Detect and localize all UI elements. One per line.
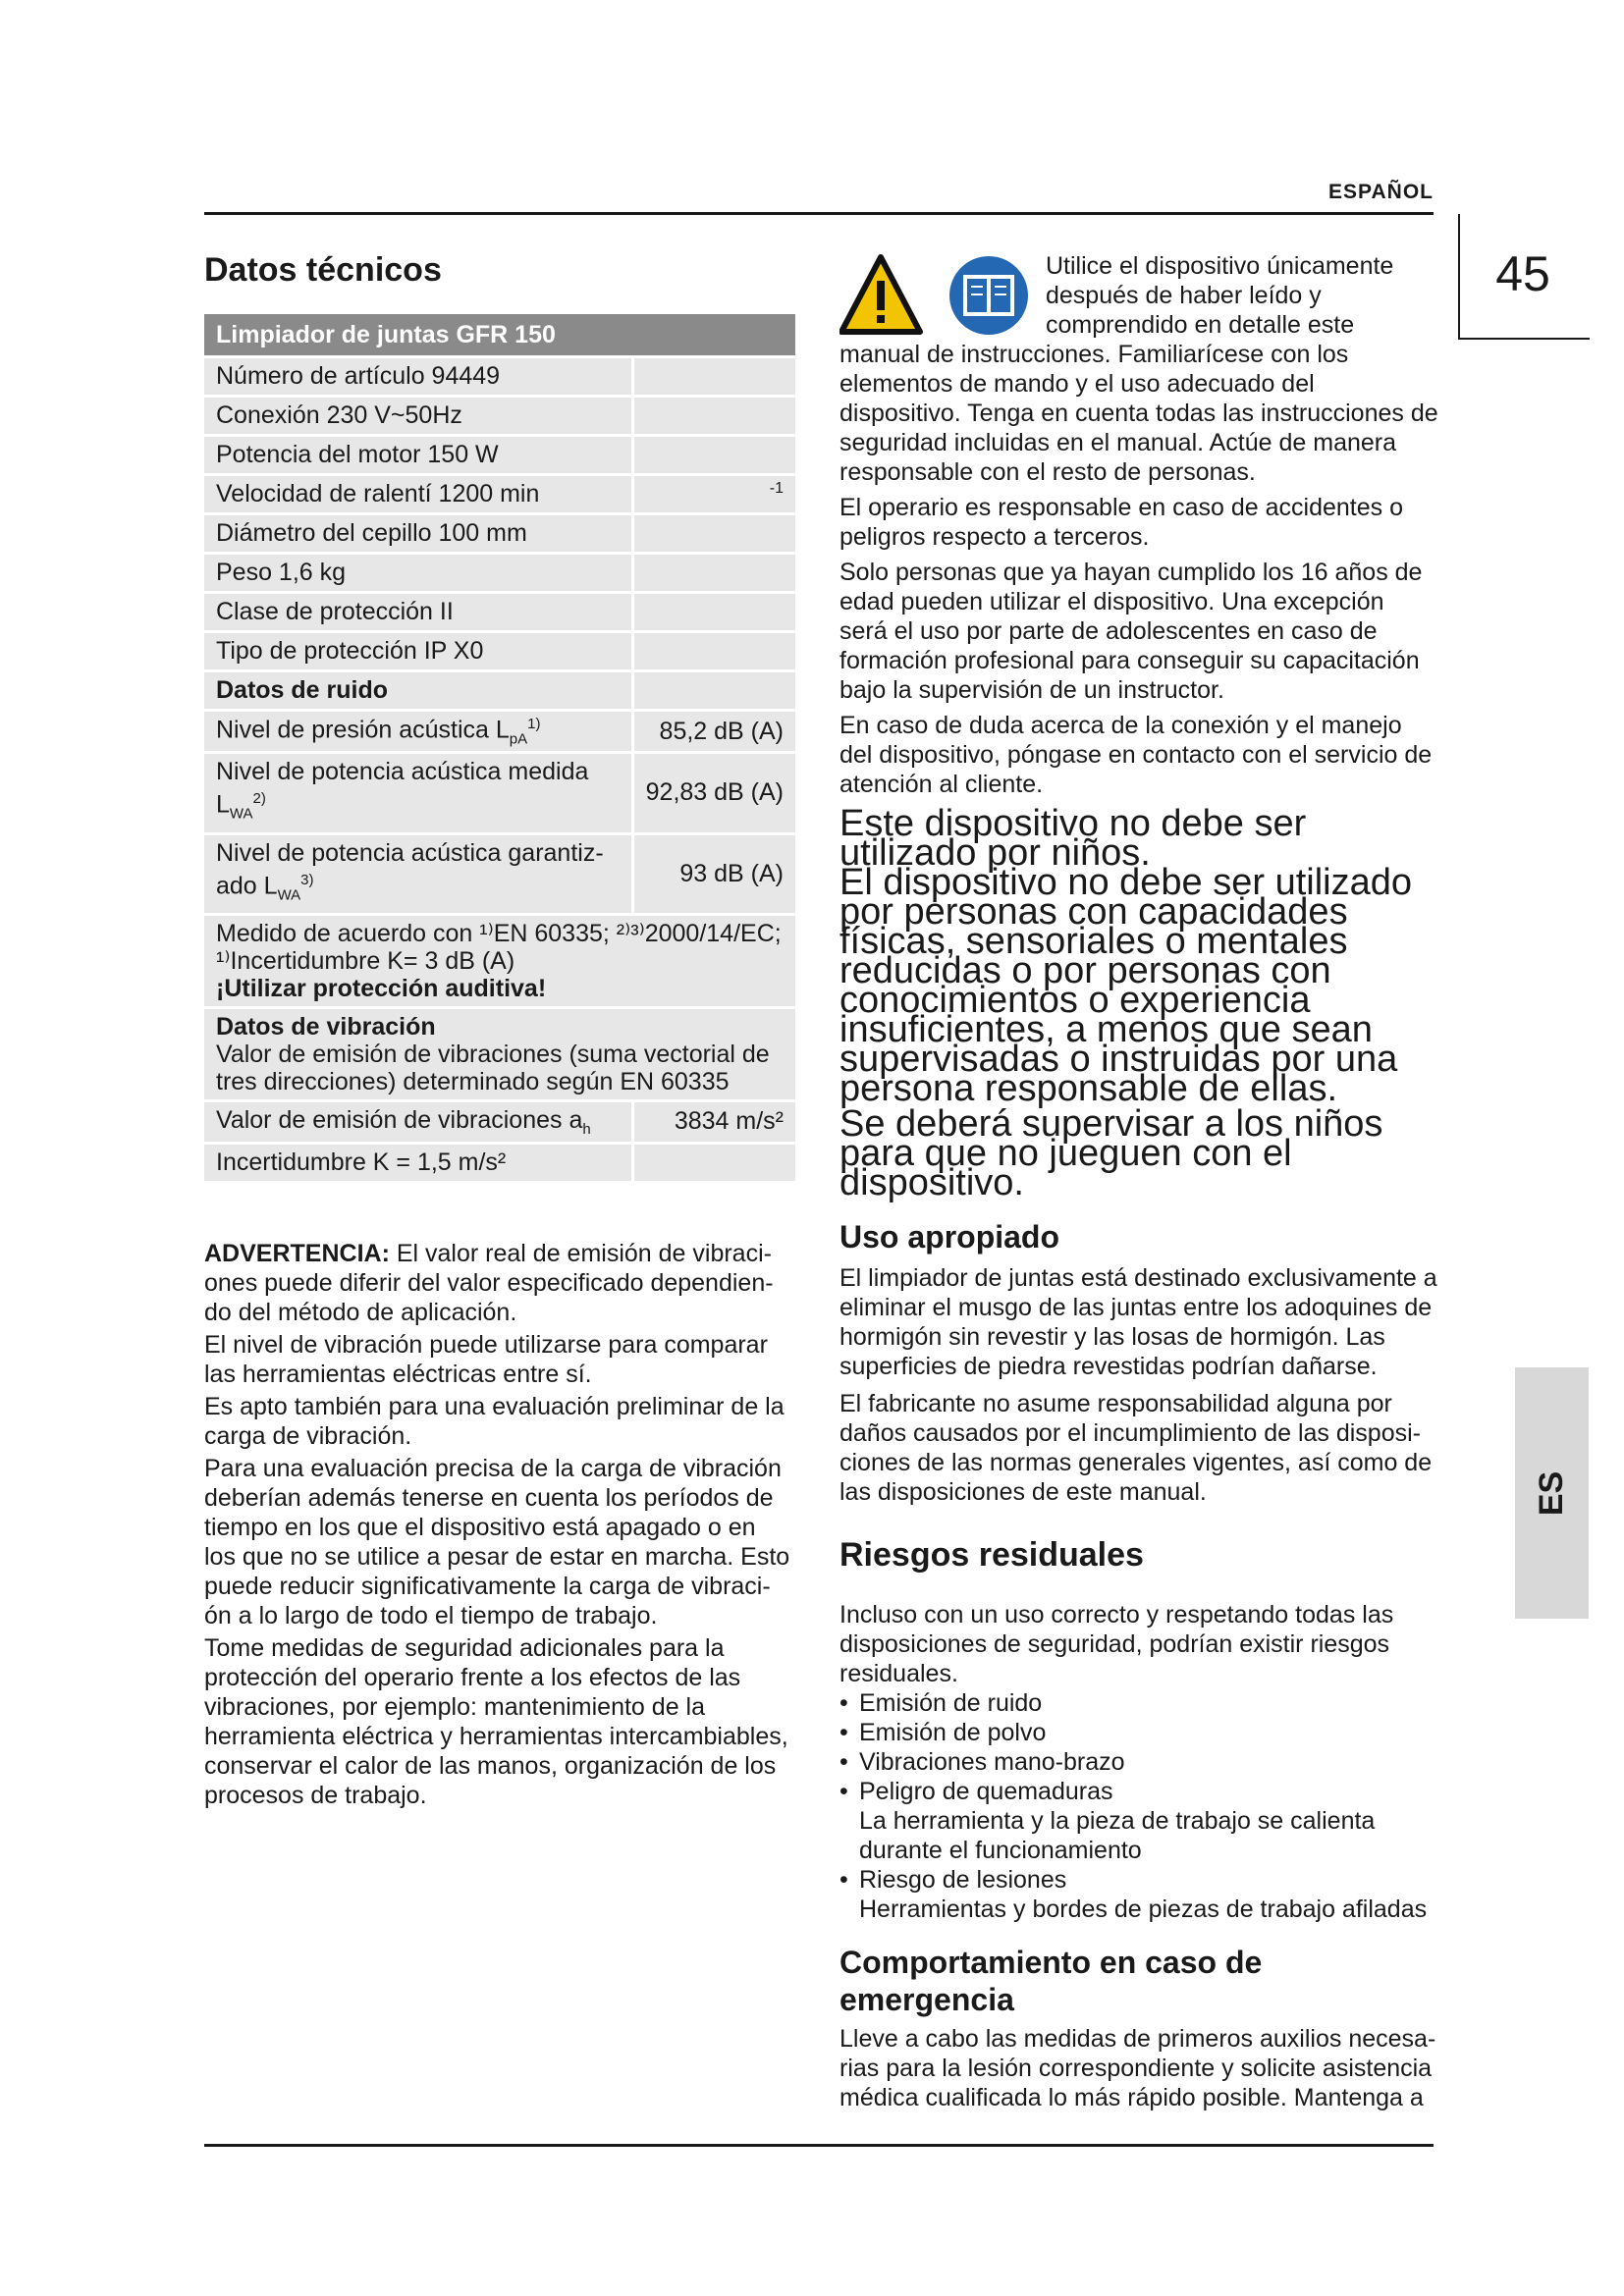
tech-data-table (204, 311, 795, 1184)
noise-sup: 3) (300, 871, 314, 888)
language-side-tab-label: ES (1532, 1470, 1570, 1516)
header-language: ESPAÑOL (1328, 181, 1434, 203)
spec-label: Tipo de protección IP X0 (204, 633, 634, 669)
risk-detail: Herramientas y bordes de piezas de trabajo afiladas (859, 1896, 1428, 1923)
measured-line: Medido de acuerdo con ¹⁾EN 60335; ²⁾³⁾2000/14/EC; (216, 919, 782, 947)
supervise-warning: Se deberá supervisar a los niños para que no jueguen con el dispositivo. (839, 1103, 1383, 1203)
noise-sub: WA (277, 885, 301, 903)
capacity-warning: El dispositivo no debe ser utilizado por personas con capacidades físicas, sensoriales o mentales reducidas o por personas con conocimientos o experiencia insuficientes, a menos que sean supervisadas o instruidas por una persona responsable de ellas. (839, 862, 1413, 1109)
risk-item: Vibraciones mano-brazo (859, 1748, 1125, 1776)
vibration-value: 3834 m/s² (634, 1102, 795, 1142)
emergency-paragraph: Lleve a cabo las medidas de primeros auxilios necesa-rias para la lesión correspondiente y solicite asistencia médica cualificada lo más rápido posible. Mantenga a (839, 2025, 1436, 2111)
warning-block (204, 1239, 793, 1810)
noise-value: 92,83 dB (A) (634, 754, 795, 831)
support-paragraph: En caso de duda acerca de la conexión y el manejo del dispositivo, póngase en contacto con el servicio de atención al cliente. (839, 712, 1433, 798)
vibration-paragraph: Es apto también para una evaluación preliminar de la carga de vibración. (204, 1392, 785, 1450)
uncertainty-label: Incertidumbre K = 1,5 m/s² (204, 1145, 634, 1181)
age-paragraph: Solo personas que ya hayan cumplido los 16 años de edad pueden utilizar el dispositivo. Una excepción será el uso por parte de adolescentes en caso de formación profesional para conseguir su capacitación bajo la supervisión de un instructor. (839, 559, 1423, 704)
residual-risks-intro: Incluso con un uso correcto y respetando todas las disposiciones de seguridad, podrían existir riesgos residuales. (839, 1601, 1394, 1687)
spec-label: Velocidad de ralentí 1200 min (204, 476, 634, 512)
noise-value: 85,2 dB (A) (634, 712, 795, 751)
warning-text: El valor real de emisión de vibraci-ones puede diferir del valor especificado dependien-do del método de aplicación. (204, 1239, 774, 1326)
spec-label: Número de artículo 94449 (204, 358, 634, 395)
vibration-paragraph: El nivel de vibración puede utilizarse para comparar las herramientas eléctricas entre sí. (204, 1330, 768, 1388)
table-row (204, 633, 795, 669)
table-row (204, 594, 795, 630)
intro-paragraph: manual de instrucciones. Familiarícese con los elementos de mando y el uso adecuado del dispositivo. Tenga en cuenta todas las instrucciones de seguridad incluidas en el manual. Actúe de manera responsable con el resto de personas. (839, 341, 1438, 486)
table-header-row (204, 314, 795, 355)
warning-paragraph (204, 1239, 793, 1327)
residual-risks-list (839, 1688, 1438, 1924)
table-row (204, 1009, 795, 1099)
table-header: Limpiador de juntas GFR 150 (204, 314, 795, 355)
footer-rule (204, 2144, 1434, 2147)
list-item (839, 1688, 1438, 1718)
tech-data-title: Datos técnicos (204, 251, 442, 289)
spec-value: -1 (634, 476, 795, 512)
risk-item: Peligro de quemaduras (859, 1778, 1113, 1805)
vibration-paragraph: Tome medidas de seguridad adicionales para la protección del operario frente a los efectos de las vibraciones, por ejemplo: mantenimiento de la herramienta eléctrica y herramientas intercambiables, conservar el calor de las manos, organización de los procesos de trabajo. (204, 1633, 788, 1809)
noise-sub: WA (229, 805, 253, 823)
vibration-description: Valor de emisión de vibraciones (suma vectorial de tres direcciones) determinado según EN 60335 (216, 1040, 770, 1095)
empty-cell (634, 672, 795, 709)
table-row (204, 754, 795, 831)
empty-cell (634, 1145, 795, 1181)
list-item (839, 1747, 1438, 1777)
table-row (204, 515, 795, 552)
hearing-protection-note: ¡Utilizar protección auditiva! (216, 974, 547, 1002)
noise-label-text: Nivel de potencia acústica garantiz-ado L (216, 838, 604, 899)
spec-label: Potencia del motor 150 W (204, 437, 634, 473)
risk-item: Riesgo de lesiones (859, 1866, 1067, 1894)
vibration-cell (204, 1009, 795, 1099)
noise-label-text: Nivel de potencia acústica medida L (216, 758, 589, 819)
liability-paragraph: El fabricante no asume responsabilidad alguna por daños causados por el incumplimiento de las disposi-ciones de las normas generales vigentes, así como de las disposiciones de este manual. (839, 1390, 1433, 1506)
spec-value (634, 633, 795, 669)
proper-use-paragraph: El limpiador de juntas está destinado exclusivamente a eliminar el musgo de las juntas entre los adoquines de hormigón sin revestir y las losas de hormigón. Las superficies de piedra revestidas podrían dañarse. (839, 1264, 1437, 1380)
measured-cell (204, 916, 795, 1006)
table-row (204, 476, 795, 512)
spec-value (634, 555, 795, 591)
table-row (204, 1102, 795, 1142)
vibration-heading: Datos de vibración (216, 1012, 436, 1041)
table-row (204, 358, 795, 395)
spec-value (634, 358, 795, 395)
risk-item: Emisión de polvo (859, 1719, 1047, 1746)
noise-sup: 1) (527, 716, 541, 732)
header-rule (204, 212, 1434, 215)
table-row (204, 555, 795, 591)
table-row (204, 916, 795, 1006)
language-side-tab-label-wrap (1515, 1367, 1589, 1619)
vibration-label (204, 1102, 634, 1142)
spec-value (634, 594, 795, 630)
risk-detail: La herramienta y la pieza de trabajo se calienta durante el funcionamiento (859, 1807, 1376, 1864)
table-row (204, 437, 795, 473)
spec-label: Conexión 230 V~50Hz (204, 398, 634, 434)
spec-label: Diámetro del cepillo 100 mm (204, 515, 634, 552)
table-row (204, 712, 795, 751)
children-warning: Este dispositivo no debe ser utilizado por niños. (839, 803, 1307, 874)
table-row (204, 672, 795, 709)
noise-label (204, 754, 634, 831)
noise-sub: pA (509, 730, 528, 748)
spec-value (634, 398, 795, 434)
vibration-label-text: Valor de emisión de vibraciones a (216, 1105, 583, 1134)
spec-label: Clase de protección II (204, 594, 634, 630)
warning-label: ADVERTENCIA: (204, 1239, 390, 1267)
noise-value: 93 dB (A) (634, 835, 795, 913)
list-item (839, 1718, 1438, 1747)
spec-value (634, 437, 795, 473)
table-row (204, 835, 795, 913)
table-row (204, 398, 795, 434)
intro-beside-icons: Utilice el dispositivo únicamente después de haber leído y comprendido en detalle este (1046, 252, 1394, 339)
noise-label (204, 835, 634, 913)
table-row (204, 1145, 795, 1181)
list-item (839, 1865, 1438, 1924)
right-column (839, 251, 1438, 2112)
emergency-title: Comportamiento en caso de emergencia (839, 1945, 1263, 2017)
vibration-sub: h (582, 1120, 591, 1138)
page-number: 45 (1495, 246, 1550, 301)
noise-label (204, 712, 634, 751)
left-column (204, 251, 793, 1810)
vibration-paragraph: Para una evaluación precisa de la carga de vibración deberían además tenerse en cuenta los períodos de tiempo en los que el dispositivo está apagado o en los que no se utilice a pesar de estar en marcha. Esto puede reducir significativamente la carga de vibraci-ón a lo largo de todo el tiempo de trabajo. (204, 1454, 790, 1629)
operator-paragraph: El operario es responsable en caso de accidentes o peligros respecto a terceros. (839, 494, 1403, 551)
measured-line: ¹⁾Incertidumbre K= 3 dB (A) (216, 946, 515, 975)
risk-item: Emisión de ruido (859, 1689, 1043, 1717)
spec-label: Peso 1,6 kg (204, 555, 634, 591)
noise-heading: Datos de ruido (204, 672, 634, 709)
noise-sup: 2) (252, 790, 266, 808)
spec-value (634, 515, 795, 552)
noise-label-text: Nivel de presión acústica L (216, 716, 510, 744)
list-item (839, 1777, 1438, 1865)
residual-risks-title: Riesgos residuales (839, 1536, 1144, 1574)
proper-use-title: Uso apropiado (839, 1219, 1060, 1255)
